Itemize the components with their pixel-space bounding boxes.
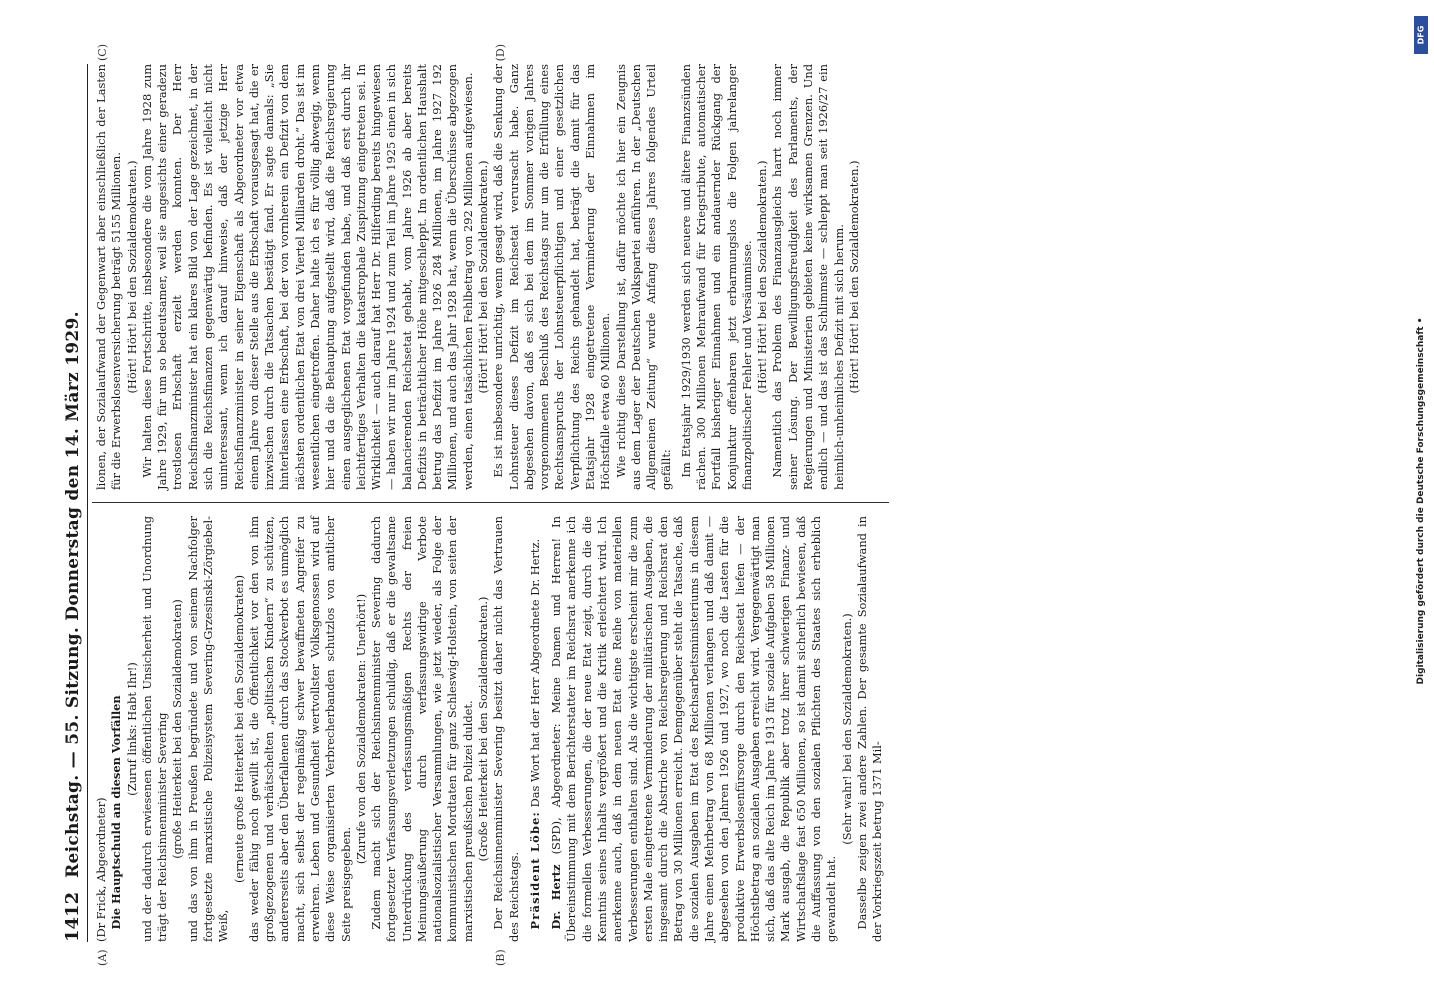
speaker-name: Dr. Hertz [549,864,564,930]
paragraph: Wir halten diese Fortschritte, insbesondere die vom Jahre 1928 zum Jahre 1929, für um so bedeutsamer, weil sie angesichts einer geradezu trostlosen Erbschaft erzielt werden konnten. Der Herr Reichsfinanzminister hat ein klares Bild von der Lage gezeichnet, in der sich die Reichsfinanzen gegenwärtig befinden. Es ist vielleicht nicht uninteressant, wenn ich darauf hinweise, daß der jetzige Herr Reichsfinanzminister in seiner Eigenschaft als Abgeordneter vor etwa einem Jahre von dieser Stelle aus die Erbschaft vorausgesagt hat, die er inzwischen durch die Tatsachen bestätigt fand. Er sagte damals: „Sie hinterlassen eine Erbschaft, bei der von vornherein ein Defizit von dem nächsten ordentlichen Etat von drei Viertel Milliarden droht.“ Das ist im wesentlichen eingetroffen. Daher halte ich es für völlig abwegig, wenn hier und da die Behauptung aufgestellt wird, daß die Reichsregierung einen ausgeglichenen Etat vorgefunden habe, und daß erst durch ihr leichtfertiges Verhalten die katastrophale Zuspitzung eingetreten sei. In Wirklichkeit — auch darauf hat Herr Dr. Hilferding bereits hingewiesen — haben wir nur im Jahre 1924 und zum Teil im Jahre 1925 einen in sich balancierenden Reichsetat gehabt, vom Jahre 1926 ab aber bereits Defizits in beträchtlicher Höhe mitgeschleppt. Im ordentlichen Haushalt betrug das Defizit im Jahre 1926 284 Millionen, im Jahre 1927 192 Millionen, und auch das Jahr 1928 hat, wenn die Überschüsse abgezogen werden, einen tatsächlichen Fehlbetrag von 292 Millionen aufgewiesen. [139,64,475,490]
column-divider [92,502,889,503]
paragraph: Wie richtig diese Darstellung ist, dafür möchte ich hier ein Zeugnis aus dem Lager der Deutschen Volkspartei anführen. In der „Deutschen Allgemeinen Zeitung“ wurde Anfang dieses Jahres folgendes Urteil gefällt: [613,64,674,490]
margin-marker-a: (A) [96,949,109,966]
speech: Dr. Hertz (SPD), Abgeordneter: Meine Damen und Herren! In Übereinstimmung mit dem Berichterstatter im Reichsrat anerkenne ich die formellen Verbesserungen, die der neue Etat zeigt, durch die die Kenntnis seines Inhalts vergrößert und die Kritik erleichtert wird. Ich anerkenne auch, daß in dem neuen Etat eine Reihe von materiellen Verbesserungen enthalten sind. Als die wichtigste erscheint mir die zum ersten Male eingetretene Verminderung der militärischen Ausgaben, die insgesamt durch die Abstriche von Reichsregierung und Reichsrat den Betrag von 30 Millionen erreicht. Demgegenüber steht die Tatsache, daß die sozialen Ausgaben im Etat des Reichsarbeitsministeriums in diesem Jahre einen Mehrbetrag von 68 Millionen verlangen und daß damit — abgesehen von den Jahren 1926 und 1927, wo noch die Lasten für die produktive Erwerbslosenfürsorge durch den Reichsetat liefen — der Höchstbetrag an sozialen Ausgaben erreicht wird. Vergegenwärtigt man sich, daß das alte Reich im Jahre 1913 für soziale Aufgaben 58 Millionen Mark ausgab, die Republik aber trotz ihrer schwierigen Finanz- und Wirtschaftslage fast 650 Millionen, so ist damit sicherlich bewiesen, daß die Auffassung von den sozialen Pflichten des Staates sich erheblich gewandelt hat. [549,516,839,942]
paragraph: Es ist insbesondere unrichtig, wenn gesagt wird, daß die Senkung der Lohnsteuer dieses Defizit im Reichsetat verursacht habe. Ganz abgesehen davon, daß es sich bei dem im Sommer vorigen Jahres vorgenommenen Beschluß des Reichstags nur um die Erfüllung eines Rechtsanspruchs der Lohnsteuerpflichtigen und einer gesetzlichen Verpflichtung des Reichs gehandelt hat, beträgt die damit für das Etatsjahr 1928 eingetretene Verminderung der Einnahmen im Höchstfalle etwa 60 Millionen. [491,64,613,490]
interjection: (Hört! Hört! bei den Sozialdemokraten.) [846,160,861,394]
interjection: (Zurufe von den Sozialdemokraten: Unerhört!) [353,593,368,865]
paragraph: das weder fähig noch gewillt ist, die Öffentlichkeit vor den von ihm großgezogenen und verhätschelten „politischen Kindern“ zu schützen, andererseits aber den Überfallenen durch das Stockverbot es unmöglich macht, sich selbst der regelmäßig schwer bewaffneten Angreifer zu erwehren. Leben und Gesundheit wertvollster Volksgenossen wird auf diese Weise organisierten Verbrecherbanden schutzlos von amtlicher Seite preisgegeben. [246,516,353,942]
paragraph: Dasselbe zeigen zwei andere Zahlen. Der gesamte Sozialaufwand in der Vorkriegszeit betrug 1371 Mil- [854,516,885,942]
text-columns [94,44,885,966]
page-number: 1412 [62,891,83,942]
right-column [94,64,885,490]
document-page [50,44,1340,970]
paragraph: und der dadurch erwiesenen öffentlichen Unsicherheit und Unordnung trägt der Reichsinnenminister Severing [139,516,170,942]
paragraph: und das von ihm in Preußen begründete und von seinem Nachfolger fortgesetzte marxistische Polizeisystem Severing-Grzesinski-Zörgiebel-Weiß, [185,516,231,942]
interjection: (Sehr wahr! bei den Sozialdemokraten.) [839,613,854,845]
paragraph: Zudem macht sich der Reichsinnenminister Severing dadurch fortgesetzter Verfassungsverletzungen schuldig, daß er die gewaltsame Unterdrückung des verfassungsmäßigen Rechts der freien Meinungsäußerung durch verfassungswidrige Verbote nationalsozialistischer Versammlungen, wie jetzt wieder, als Folge der kommunistischen Mordtaten für ganz Schleswig-Holstein, von seiten der marxistischen preußischen Polizei duldet. [369,516,475,942]
credit-text: Digitalisierung gefördert durch die Deutsche Forschungsgemeinschaft • [1416,317,1426,684]
speaker-reference: (Dr Frick, Abgeordneter) [94,797,108,942]
interjection: (Zuruf links: Habt Ihr!) [124,662,139,796]
interjection: (Hört! Hört! bei den Sozialdemokraten.) [755,160,770,394]
digitization-credit [1412,8,1430,993]
left-column [94,516,885,942]
interjection: (Hört! Hört! bei den Sozialdemokraten.) [124,160,139,394]
margin-marker-c: (C) [96,44,109,61]
president-remark: Präsident Löbe: Das Wort hat der Herr Abgeordnete Dr. Hertz. [527,538,542,930]
running-head: Reichstag. — 55. Sitzung. Donnerstag den 14. März 1929. [63,311,83,878]
interjection: (erneute große Heiterkeit bei den Sozialdemokraten) [231,574,246,884]
margin-marker-d: (D) [494,44,507,62]
margin-marker-b: (B) [494,949,507,966]
dfg-logo: DFG [1414,16,1428,54]
quotation: Im Etatsjahr 1929/1930 werden sich neuere und ältere Finanzsünden rächen. 300 Millionen Mehraufwand für Kriegstribute, automatischer Fortfall bisheriger Einnahmen und ein andauernder Rückgang der Konjunktur offenbaren jetzt erbarmungslos die Folgen jahrelanger finanzpolitischer Fehler und Versäumnisse. [678,64,754,490]
speaker-name: Präsident Löbe: [527,811,542,930]
page-header [58,64,88,942]
paragraph: lionen, der Sozialaufwand der Gegenwart aber einschließlich der Lasten für die Erwerbslosenversicherung beträgt 5155 Millionen. [94,64,124,490]
paragraph: Die Hauptschuld an diesen Vorfällen [109,695,124,930]
interjection: (Hört! Hört! bei den Sozialdemokraten.) [476,160,491,394]
quotation: Namentlich das Problem des Finanzausgleichs harrt noch immer seiner Lösung. Der Bewilligungsfreudigkeit des Parlaments, der Regierungen und Ministerien gebieten keine wirksamen Grenzen. Und endlich — und das ist das Schlimmste — schleppt man seit 1926/27 ein heimlich-unheimliches Defizit mit sich herum. [770,64,846,490]
interjection: (große Heiterkeit bei den Sozialdemokraten) [170,599,185,859]
paragraph: Der Reichsinnenminister Severing besitzt daher nicht das Vertrauen des Reichstags. [491,516,521,942]
interjection: (Große Heiterkeit bei den Sozialdemokraten.) [476,596,491,862]
